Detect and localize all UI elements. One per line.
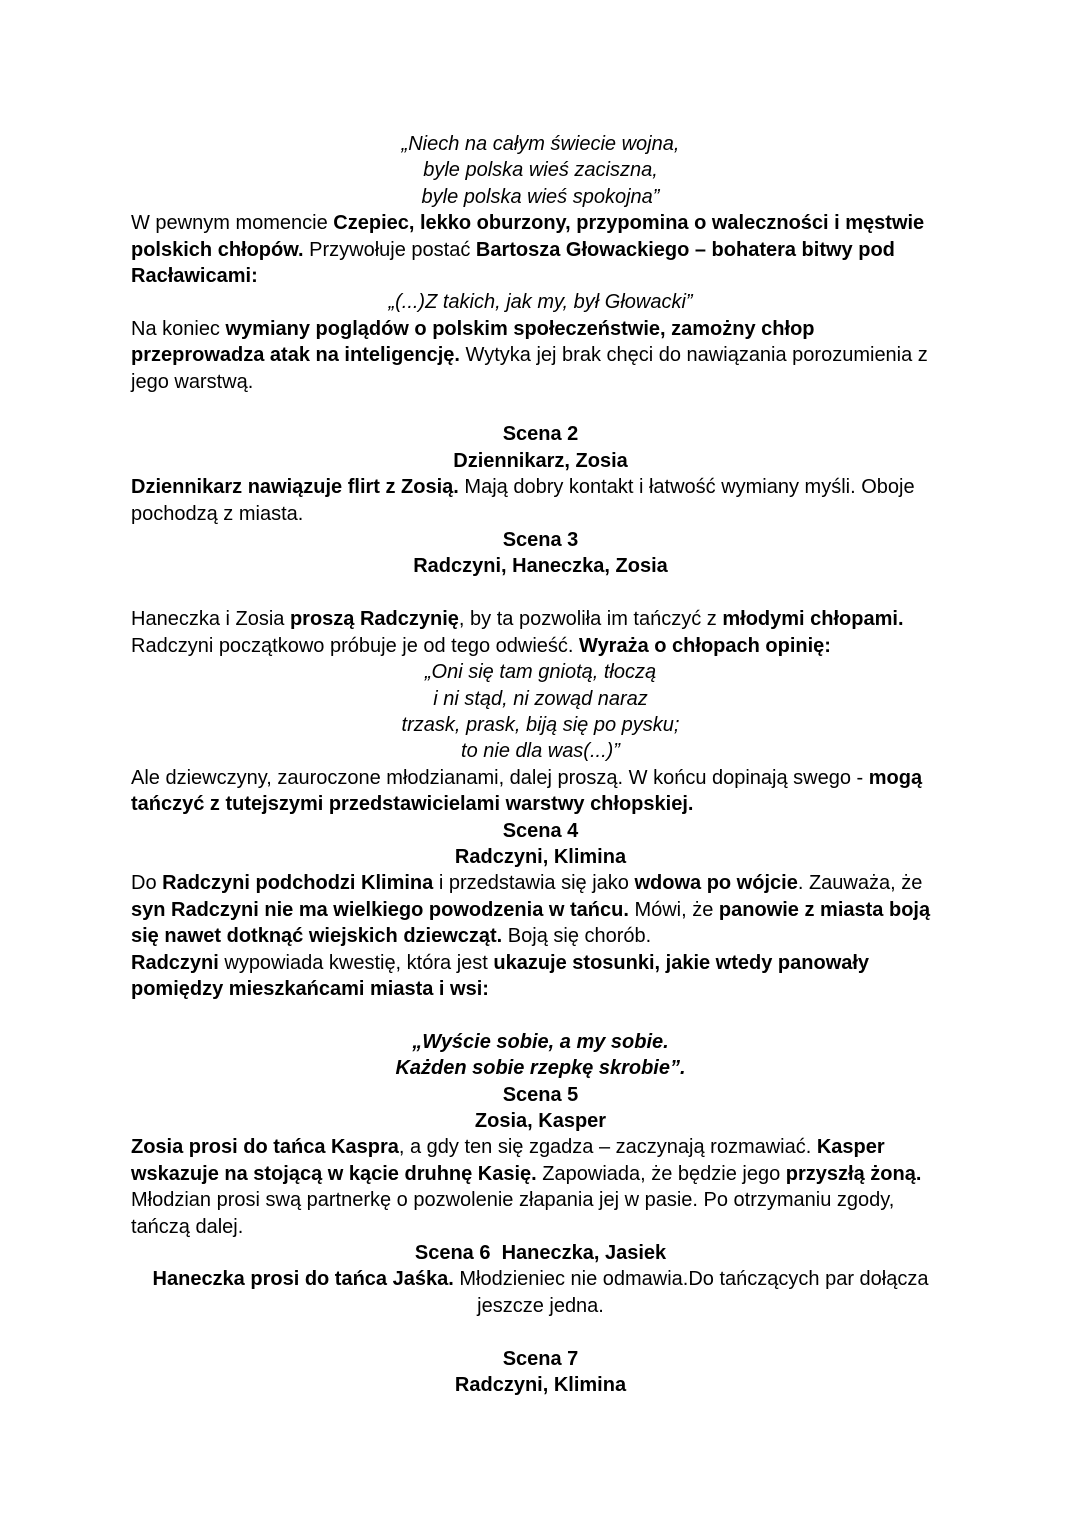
para-dziennikarz-zosia [131, 474, 950, 527]
bold-text-run: wdowa po wójcie [634, 872, 798, 895]
text-run: Na koniec [131, 317, 226, 340]
bold-text-run: Radczyni [131, 951, 219, 974]
bold-text-run: Haneczka prosi do tańca Jaśka. [152, 1268, 454, 1291]
blank-line [131, 1319, 950, 1345]
text-run: Wytyka jej brak chęci do nawiązania porozumienia z jego warstwą. [131, 344, 928, 393]
quote-line: Każden sobie rzepkę skrobie”. [395, 1057, 686, 1080]
quote-line: „Wyście sobie, a my sobie. [412, 1030, 669, 1053]
bold-text-run: Wyraża o chłopach opinię: [579, 634, 831, 657]
text-run: Młodzian prosi swą partnerkę o pozwolenie złapania jej w pasie. Po otrzymaniu zgody, tańczą dalej. [131, 1189, 895, 1238]
para-dziewczyny [131, 765, 950, 818]
scene-4-title: Scena 4 [502, 819, 579, 842]
bold-text-run: Dziennikarz nawiązuje flirt z Zosią. [131, 476, 459, 499]
bold-text-run: panowie z miasta boją się nawet dotknąć wiejskich dziewcząt. [131, 898, 931, 948]
text-run: Mają dobry kontakt i łatwość wymiany myśli. Oboje pochodzą z miasta. [131, 476, 915, 525]
quote-line: byle polska wieś zaciszna, [423, 159, 658, 182]
text-run: Haneczka i Zosia [131, 608, 290, 631]
para-haneczka-zosia [131, 606, 950, 659]
blank-line [131, 395, 950, 421]
bold-text-run: proszą Radczynię [289, 608, 459, 631]
bold-text-run: przyszłą żoną. [785, 1162, 922, 1185]
para-czepiec [131, 210, 950, 289]
scene-2-characters: Dziennikarz, Zosia [453, 449, 628, 472]
text-run: Boją się chorób. [502, 925, 652, 948]
bold-text-run: Zosia prosi do tańca Kaspra [131, 1136, 399, 1159]
text-run: , by ta pozwoliła im tańczyć z [458, 608, 723, 631]
bold-text-run: Radczyni podchodzi Klimina [162, 872, 434, 895]
para-zosia-kasper [131, 1134, 950, 1240]
quote-oni-sie-gniota [131, 659, 950, 765]
scene-3-characters: Radczyni, Haneczka, Zosia [413, 555, 668, 578]
scene-3-title: Scena 3 [502, 529, 579, 552]
text-run: Do [131, 872, 163, 895]
blank-line [131, 1002, 950, 1028]
scene-5-title: Scena 5 [502, 1083, 579, 1106]
quote-glowacki [131, 289, 950, 315]
text-run: Młodzieniec nie odmawia.Do tańczących par dołącza jeszcze jedna. [453, 1268, 929, 1317]
quote-line: „(...)Z takich, jak my, był Głowacki” [388, 291, 693, 314]
quote-line: byle polska wieś spokojna” [421, 185, 660, 208]
quote-line: i ni stąd, ni zowąd naraz [433, 687, 648, 710]
bold-text-run: syn Radczyni nie ma wielkiego powodzenia w tańcu. [131, 898, 629, 921]
text-run: . Zauważa, że [797, 872, 923, 895]
text-run: wypowiada kwestię, która jest [218, 951, 494, 974]
scene-2-title: Scena 2 [502, 423, 579, 446]
bold-text-run: ukazuje stosunki, jakie wtedy panowały pomiędzy mieszkańcami miasta i wsi: [131, 951, 870, 1000]
para-radczyni-kwestia [131, 950, 950, 1003]
quote-wojna [131, 131, 950, 210]
scene-5-characters: Zosia, Kasper [474, 1109, 607, 1132]
text-run: Przywołuje postać [303, 238, 476, 261]
text-run: Mówi, że [628, 898, 719, 921]
quote-line: trzask, prask, biją się po pysku; [401, 713, 680, 736]
bold-text-run: mogą tańczyć z tutejszymi przedstawicielami warstwy chłopskiej. [131, 766, 923, 816]
blank-line [131, 580, 950, 606]
scene-4-characters: Radczyni, Klimina [454, 845, 627, 868]
scene-7-characters: Radczyni, Klimina [454, 1374, 627, 1397]
quote-wyscie-sobie [131, 1029, 950, 1082]
bold-text-run: Czepiec, lekko oburzony, przypomina o waleczności i męstwie polskich chłopów. [131, 212, 925, 261]
document-content [131, 131, 950, 1398]
text-run: Zapowiada, że będzie jego [536, 1162, 786, 1185]
text-run: , a gdy ten się zgadza – zaczynają rozmawiać. [398, 1136, 817, 1159]
quote-line: to nie dla was(...)” [461, 740, 620, 763]
bold-text-run: Kasper wskazuje na stojącą w kącie druhnę Kasię. [131, 1136, 885, 1185]
para-haneczka-jasiek [131, 1266, 950, 1319]
text-run: W pewnym momencie [131, 212, 334, 235]
bold-text-run: młodymi chłopami. [722, 608, 904, 631]
quote-line: „Oni się tam gniotą, tłoczą [424, 661, 657, 684]
para-zamozny-chlop [131, 316, 950, 395]
text-run: Ale dziewczyny, zauroczone młodzianami, dalej proszą. W końcu dopinają swego - [131, 766, 869, 789]
scene-7-title: Scena 7 [502, 1347, 579, 1370]
text-run: Radczyni początkowo próbuje je od tego odwieść. [131, 634, 580, 657]
text-run: i przedstawia się jako [433, 872, 635, 895]
quote-line: „Niech na całym świecie wojna, [401, 133, 680, 155]
bold-text-run: wymiany poglądów o polskim społeczeństwie, zamożny chłop przeprowadza atak na inteligencję. [131, 317, 815, 367]
scene-6-title: Scena 6 Haneczka, Jasiek [414, 1242, 667, 1265]
bold-text-run: Bartosza Głowackiego – bohatera bitwy pod Racławicami: [131, 238, 895, 288]
para-klimina [131, 870, 950, 949]
